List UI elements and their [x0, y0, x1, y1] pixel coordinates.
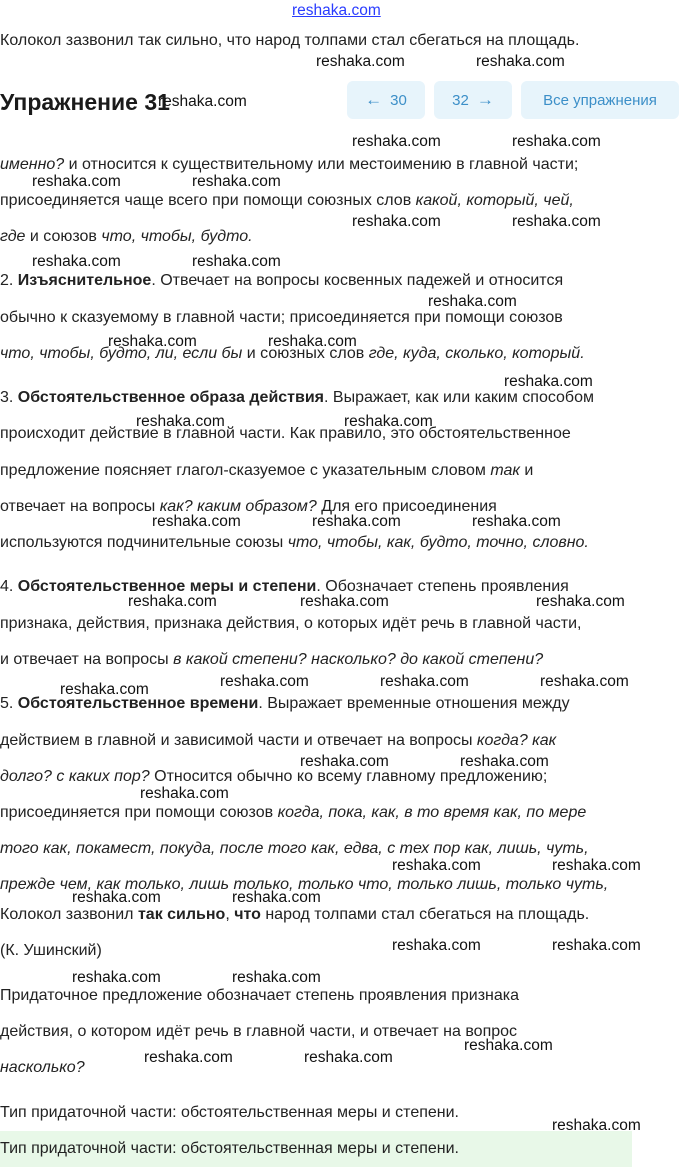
p2-line-1: [0, 271, 563, 291]
p1-words: что, чтобы, будто.: [101, 228, 253, 245]
p1-line-1: [0, 155, 578, 175]
p4-heading: Обстоятельственное меры и степени: [17, 578, 317, 595]
p5-line-2: [0, 731, 556, 751]
p4-words: в какой степени? насколько? до какой степени?: [173, 651, 544, 668]
example-text: Колокол зазвонил: [0, 906, 138, 923]
watermark: reshaka.com: [128, 593, 217, 610]
p1-line-2: [0, 191, 574, 211]
watermark: reshaka.com: [428, 293, 517, 310]
watermark: reshaka.com: [504, 373, 593, 390]
p2-heading: Изъяснительное: [17, 272, 152, 289]
watermark: reshaka.com: [60, 681, 149, 698]
example-bold: так сильно: [137, 906, 226, 923]
p2-words: что, чтобы, будто, ли, если бы: [0, 345, 243, 362]
p5-words: когда, пока, как, в то время как, по мере: [277, 804, 587, 821]
watermark: reshaka.com: [512, 213, 601, 230]
watermark: reshaka.com: [300, 753, 389, 770]
p5-words: когда? как: [476, 732, 557, 749]
all-exercises-label: Все упражнения: [543, 91, 657, 109]
p5-number: 5.: [0, 695, 18, 712]
next-exercise-label: 32: [452, 91, 469, 109]
p3-line-5: [0, 533, 589, 553]
watermark: reshaka.com: [232, 889, 321, 906]
p3-text: . Выражает, как или каким способом: [324, 389, 594, 406]
watermark: reshaka.com: [72, 889, 161, 906]
p4-text: . Обозначает степень проявления: [316, 578, 569, 595]
prev-exercise-button[interactable]: [347, 81, 425, 119]
p3-line-2: происходит действие в главной части. Как правило, это обстоятельственное: [0, 425, 571, 442]
watermark: reshaka.com: [232, 969, 321, 986]
watermark: reshaka.com: [352, 213, 441, 230]
explanation-line-2: действия, о котором идёт речь в главной части, и отвечает на вопрос: [0, 1023, 518, 1040]
p3-line-1: [0, 388, 594, 408]
p4-text: и отвечает на вопросы: [0, 651, 174, 668]
p4-line-2: признака, действия, признака действия, о которых идёт речь в главной части,: [0, 615, 582, 632]
watermark: reshaka.com: [540, 673, 629, 690]
watermark: reshaka.com: [316, 53, 405, 70]
p3-number: 3.: [0, 389, 18, 406]
site-watermark-link[interactable]: reshaka.com: [292, 2, 381, 19]
p5-text: . Выражает временные отношения между: [258, 695, 570, 712]
explanation-line-3: [0, 1058, 85, 1078]
watermark: reshaka.com: [476, 53, 565, 70]
example-author: (К. Ушинский): [0, 942, 102, 959]
p5-words: долго? с каких пор?: [0, 768, 150, 785]
watermark: reshaka.com: [460, 753, 549, 770]
watermark: reshaka.com: [136, 413, 225, 430]
p2-text: . Отвечает на вопросы косвенных падежей и относится: [151, 272, 564, 289]
p5-heading: Обстоятельственное времени: [17, 695, 259, 712]
watermark: reshaka.com: [464, 1037, 553, 1054]
p2-number: 2.: [0, 272, 18, 289]
watermark: reshaka.com: [552, 857, 641, 874]
p3-heading: Обстоятельственное образа действия: [17, 389, 325, 406]
p3-text: отвечает на вопросы: [0, 498, 160, 515]
explanation-line-1: Придаточное предложение обозначает степень проявления признака: [0, 987, 520, 1004]
p2-text: и союзных слов: [242, 345, 369, 362]
watermark: reshaka.com: [32, 253, 121, 270]
watermark: reshaka.com: [140, 785, 229, 802]
p3-line-4: [0, 497, 497, 517]
watermark: reshaka.com: [536, 593, 625, 610]
p5-text: действием в главной и зависимой части и отвечает на вопросы: [0, 732, 477, 749]
watermark: reshaka.com: [144, 1049, 233, 1066]
watermark: reshaka.com: [512, 133, 601, 150]
watermark: reshaka.com: [300, 593, 389, 610]
p1-text: и относится к существительному или местоимению в главной части;: [64, 156, 579, 173]
p5-text: Относится обычно ко всему главному предложению;: [149, 768, 548, 785]
p4-number: 4.: [0, 578, 18, 595]
arrow-right-icon: →: [476, 90, 494, 109]
watermark: reshaka.com: [192, 253, 281, 270]
p3-words: что, чтобы, как, будто, точно, словно.: [287, 534, 589, 551]
p3-words: так: [490, 462, 520, 479]
page-title: Упражнение 31: [0, 89, 170, 115]
p1-line-3: [0, 227, 253, 247]
watermark: reshaka.com: [392, 857, 481, 874]
p5-line-5: [0, 839, 589, 859]
next-exercise-button[interactable]: [434, 81, 512, 119]
watermark: reshaka.com: [344, 413, 433, 430]
watermark: reshaka.com: [72, 969, 161, 986]
p2-line-2: обычно к сказуемому в главной части; присоединяется при помощи союзов: [0, 309, 563, 326]
p3-text: и: [519, 462, 534, 479]
p1-words: какой, который, чей,: [415, 192, 574, 209]
example-sentence: [0, 905, 589, 925]
watermark: reshaka.com: [304, 1049, 393, 1066]
watermark: reshaka.com: [268, 333, 357, 350]
p3-text: предложение поясняет глагол-сказуемое с указательным словом: [0, 462, 491, 479]
p3-words: как? каким образом?: [159, 498, 317, 515]
type-line: Тип придаточной части: обстоятельственная меры и степени.: [0, 1104, 459, 1121]
p2-words: где, куда, сколько, который.: [368, 345, 585, 362]
watermark: reshaka.com: [392, 937, 481, 954]
p5-text: присоединяется при помощи союзов: [0, 804, 278, 821]
watermark: reshaka.com: [108, 333, 197, 350]
p1-text: присоединяется чаще всего при помощи союзных слов: [0, 192, 416, 209]
p5-words: прежде чем, как только, лишь только, только что, только лишь, только чуть,: [0, 876, 609, 893]
watermark: reshaka.com: [158, 93, 247, 110]
explanation-question: насколько?: [0, 1059, 85, 1076]
prev-exercise-label: 30: [390, 91, 407, 109]
watermark: reshaka.com: [192, 173, 281, 190]
watermark: reshaka.com: [220, 673, 309, 690]
p1-words: где: [0, 228, 26, 245]
answer-line: Тип придаточной части: обстоятельственная меры и степени.: [0, 1140, 459, 1157]
intro-sentence: Колокол зазвонил так сильно, что народ толпами стал сбегаться на площадь.: [0, 32, 580, 49]
watermark: reshaka.com: [152, 513, 241, 530]
watermark: reshaka.com: [352, 133, 441, 150]
watermark: reshaka.com: [32, 173, 121, 190]
arrow-left-icon: ←: [365, 90, 383, 109]
watermark: reshaka.com: [312, 513, 401, 530]
example-text: народ толпами стал сбегаться на площадь.: [260, 906, 590, 923]
p5-words: того как, покамест, покуда, после того как, едва, с тех пор как, лишь, чуть,: [0, 840, 589, 857]
p4-line-3: [0, 650, 543, 670]
example-text: ,: [225, 906, 235, 923]
watermark: reshaka.com: [552, 1117, 641, 1134]
p3-line-3: [0, 461, 533, 481]
watermark: reshaka.com: [380, 673, 469, 690]
watermark: reshaka.com: [472, 513, 561, 530]
p1-text: и союзов: [25, 228, 102, 245]
p5-line-4: [0, 803, 586, 823]
example-bold: что: [234, 906, 261, 923]
p3-text: Для его присоединения: [316, 498, 497, 515]
watermark: reshaka.com: [552, 937, 641, 954]
all-exercises-button[interactable]: [521, 81, 679, 119]
p4-line-1: [0, 577, 569, 597]
p1-question: именно?: [0, 156, 65, 173]
p3-text: используются подчинительные союзы: [0, 534, 288, 551]
